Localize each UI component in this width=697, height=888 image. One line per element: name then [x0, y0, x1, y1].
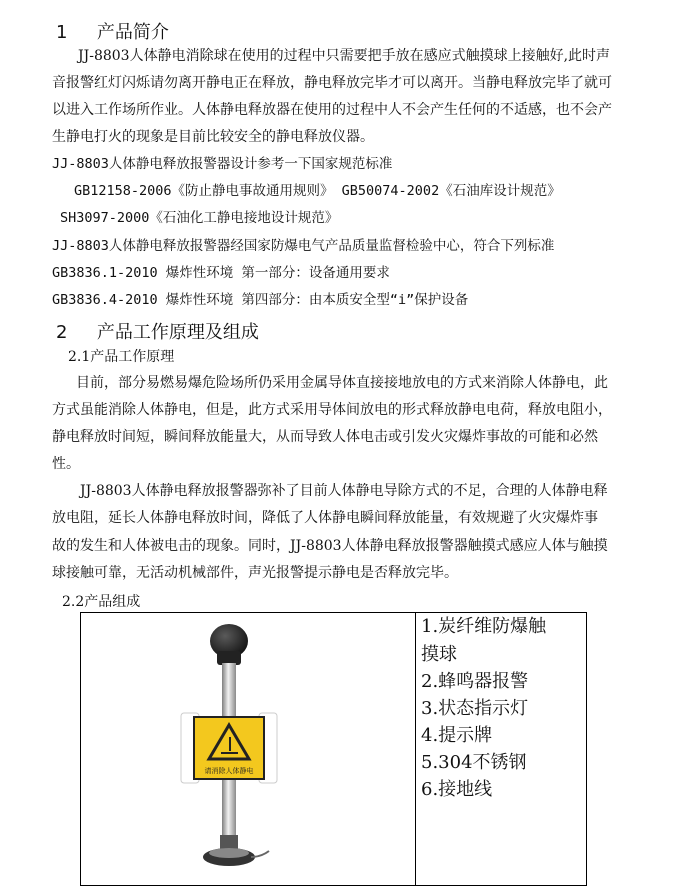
principle-p1-line-2: 方式虽能消除人体静电，但是，此方式采用导体间放电的形式释放静电电荷，释放电阻小，	[52, 402, 612, 418]
component-4: 4.提示牌	[421, 725, 493, 746]
intro-line-3: 以进入工作场所作业。人体静电释放器在使用的过程中人不会产生任何的不适感，也不会产	[52, 102, 612, 118]
intro-line-4: 生静电打火的现象是目前比较安全的静电释放仪器。	[52, 129, 374, 145]
standards-line-5: GB3836.1-2010 爆炸性环境 第一部分：设备通用要求	[52, 265, 390, 281]
principle-p2-line-3: 故的发生和人体被电击的现象。同时，JJ-8803人体静电释放报警器触摸式感应人体与触摸	[52, 538, 608, 554]
warning-sign	[181, 713, 277, 783]
product-image	[81, 613, 415, 885]
standards-line-2: GB12158-2006《防止静电事故通用规则》 GB50074-2002《石油库设计规范》	[74, 183, 561, 199]
subsection-2-1-title: 2.1产品工作原理	[68, 349, 175, 365]
principle-p1-line-3: 静电释放时间短，瞬间释放能量大，从而导致人体电击或引发火灾爆炸事故的可能和必然	[52, 429, 598, 445]
section2-number: 2	[56, 322, 68, 343]
principle-p2-line-2: 放电阻，延长人体静电释放时间，降低了人体静电瞬间释放能量，有效规避了火灾爆炸事	[52, 510, 598, 526]
component-6: 6.接地线	[421, 779, 493, 800]
table-divider	[415, 613, 416, 885]
standards-line-6: GB3836.4-2010 爆炸性环境 第四部分：由本质安全型“i”保护设备	[52, 292, 469, 308]
section2-heading	[56, 318, 259, 344]
intro-line-1: JJ-8803人体静电消除球在使用的过程中只需要把手放在感应式触摸球上接触好,此时声	[78, 48, 611, 64]
component-1-cont: 摸球	[421, 644, 457, 665]
standards-line-3: SH3097-2000《石油化工静电接地设计规范》	[60, 210, 339, 226]
component-1: 1.炭纤维防爆触	[421, 616, 547, 637]
intro-line-2: 音报警红灯闪烁请勿离开静电正在释放，静电释放完毕才可以离开。当静电释放完毕了就可	[52, 75, 612, 91]
principle-p2-line-1: JJ-8803人体静电释放报警器弥补了目前人体静电导除方式的不足，合理的人体静电释	[80, 483, 608, 499]
component-5: 5.304不锈钢	[421, 752, 527, 773]
section2-title: 产品工作原理及组成	[96, 322, 259, 343]
composition-table	[80, 612, 587, 886]
principle-p1-line-4: 性。	[52, 456, 80, 472]
principle-p1-line-1: 目前，部分易燃易爆危险场所仍采用金属导体直接接地放电的方式来消除人体静电，此	[76, 375, 608, 391]
standards-line-4: JJ-8803人体静电释放报警器经国家防爆电气产品质量监督检验中心，符合下列标准	[52, 238, 555, 254]
component-2: 2.蜂鸣器报警	[421, 671, 529, 692]
section1-title: 产品简介	[96, 22, 169, 43]
touch-ball-icon	[210, 624, 248, 665]
sign-text: 请消除人体静电	[204, 767, 254, 775]
section1-heading	[56, 18, 169, 44]
component-3: 3.状态指示灯	[421, 698, 529, 719]
standards-line-1: JJ-8803人体静电释放报警器设计参考一下国家规范标准	[52, 156, 393, 172]
principle-p2-line-4: 球接触可靠，无活动机械部件，声光报警提示静电是否释放完毕。	[52, 565, 458, 581]
section1-number: 1	[56, 22, 68, 43]
grounding-base-icon	[203, 835, 269, 866]
subsection-2-2-title: 2.2产品组成	[62, 594, 141, 610]
